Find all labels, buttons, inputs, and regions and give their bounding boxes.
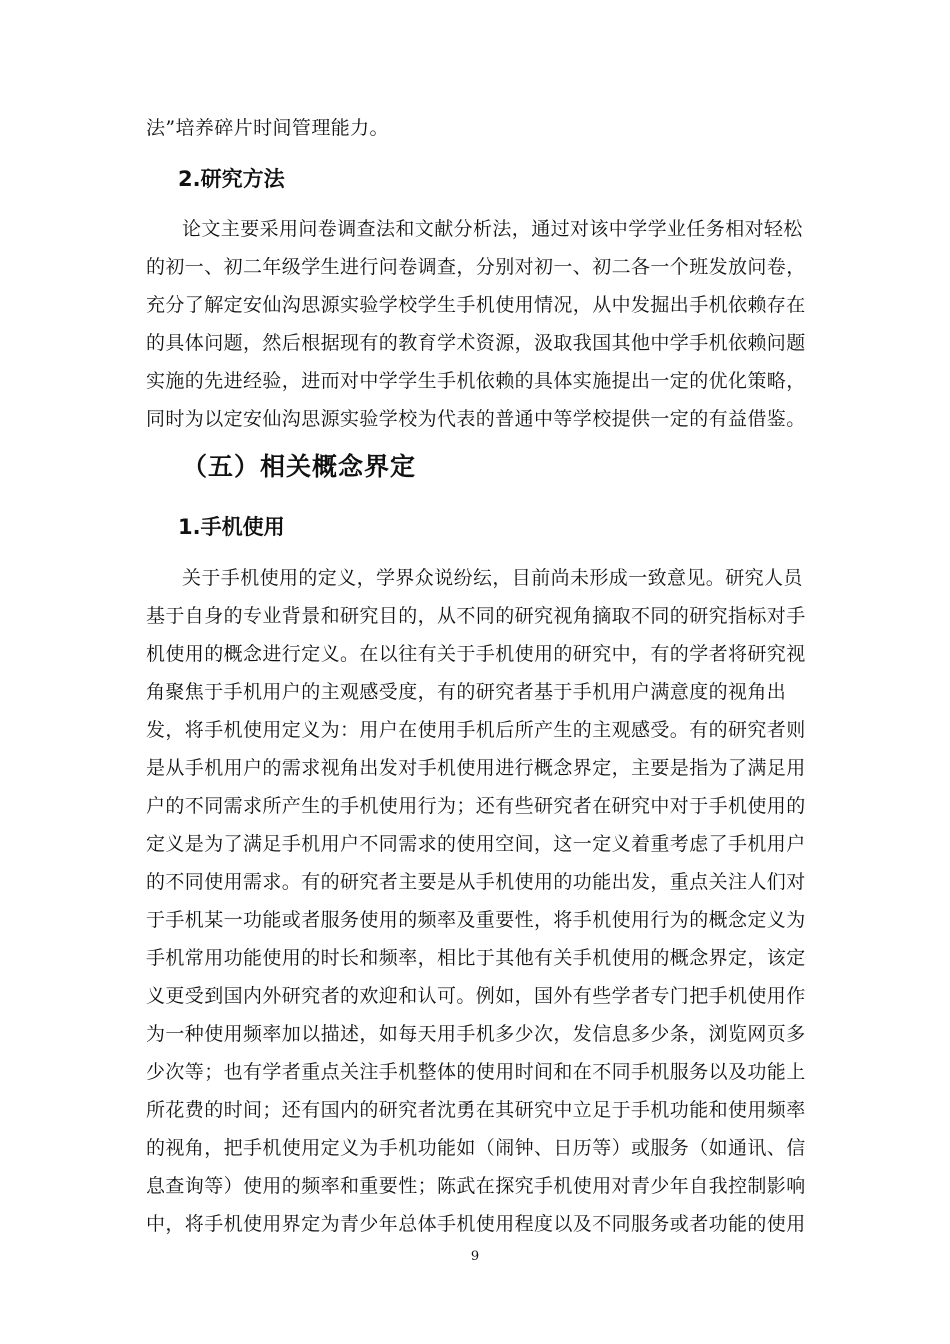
- paragraph-line: 于手机某一功能或者服务使用的频率及重要性，将手机使用行为的概念定义为: [146, 909, 806, 931]
- paragraph-line: 所花费的时间；还有国内的研究者沈勇在其研究中立足于手机功能和使用频率: [146, 1099, 806, 1121]
- paragraph-line: 的初一、初二年级学生进行问卷调查，分别对初一、初二各一个班发放问卷，: [146, 256, 806, 278]
- paragraph-line: 手机常用功能使用的时长和频率，相比于其他有关手机使用的概念界定，该定: [146, 947, 806, 969]
- paragraph-line: 义更受到国内外研究者的欢迎和认可。例如，国外有些学者专门把手机使用作: [146, 985, 806, 1007]
- paragraph-line: 法”培养碎片时间管理能力。: [146, 117, 389, 139]
- paragraph-line: 的不同使用需求。有的研究者主要是从手机使用的功能出发，重点关注人们对: [146, 871, 806, 893]
- paragraph-line: 关于手机使用的定义，学界众说纷纭，目前尚未形成一致意见。研究人员: [182, 567, 803, 589]
- paragraph-line: 充分了解定安仙沟思源实验学校学生手机使用情况，从中发掘出手机依赖存在: [146, 294, 806, 316]
- paragraph-line: 为一种使用频率加以描述，如每天用手机多少次，发信息多少条，浏览网页多: [146, 1023, 806, 1045]
- page-number: 9: [470, 1249, 480, 1264]
- paragraph-line: 发，将手机使用定义为：用户在使用手机后所产生的主观感受。有的研究者则: [146, 719, 806, 741]
- paragraph-line: 角聚焦于手机用户的主观感受度，有的研究者基于手机用户满意度的视角出: [146, 681, 787, 703]
- paragraph-line: 户的不同需求所产生的手机使用行为；还有些研究者在研究中对于手机使用的: [146, 795, 806, 817]
- paragraph-line: 息查询等）使用的频率和重要性；陈武在探究手机使用对青少年自我控制影响: [146, 1175, 806, 1197]
- paragraph-line: 中，将手机使用界定为青少年总体手机使用程度以及不同服务或者功能的使用: [146, 1213, 806, 1235]
- paragraph-line: 同时为以定安仙沟思源实验学校为代表的普通中等学校提供一定的有益借鉴。: [146, 408, 806, 430]
- paragraph-line: 机使用的概念进行定义。在以往有关于手机使用的研究中，有的学者将研究视: [146, 643, 806, 665]
- paragraph-line: 的具体问题，然后根据现有的教育学术资源，汲取我国其他中学手机依赖问题: [146, 332, 806, 354]
- paragraph-line: 是从手机用户的需求视角出发对手机使用进行概念界定，主要是指为了满足用: [146, 757, 806, 779]
- subsection-heading-phone-use: 1.手机使用: [178, 515, 285, 539]
- paragraph-line: 少次等；也有学者重点关注手机整体的使用时间和在不同手机服务以及功能上: [146, 1061, 806, 1083]
- paragraph-line: 论文主要采用问卷调查法和文献分析法，通过对该中学学业任务相对轻松: [182, 218, 803, 240]
- paragraph-line: 实施的先进经验，进而对中学学生手机依赖的具体实施提出一定的优化策略，: [146, 370, 806, 392]
- paragraph-line: 基于自身的专业背景和研究目的，从不同的研究视角摘取不同的研究指标对手: [146, 605, 806, 627]
- section-heading-research-methods: 2.研究方法: [178, 167, 285, 191]
- paragraph-line: 的视角，把手机使用定义为手机功能如（闹钟、日历等）或服务（如通讯、信: [146, 1137, 806, 1159]
- section-heading-concept-definitions: （五）相关概念界定: [182, 452, 417, 481]
- paragraph-line: 定义是为了满足手机用户不同需求的使用空间，这一定义着重考虑了手机用户: [146, 833, 806, 855]
